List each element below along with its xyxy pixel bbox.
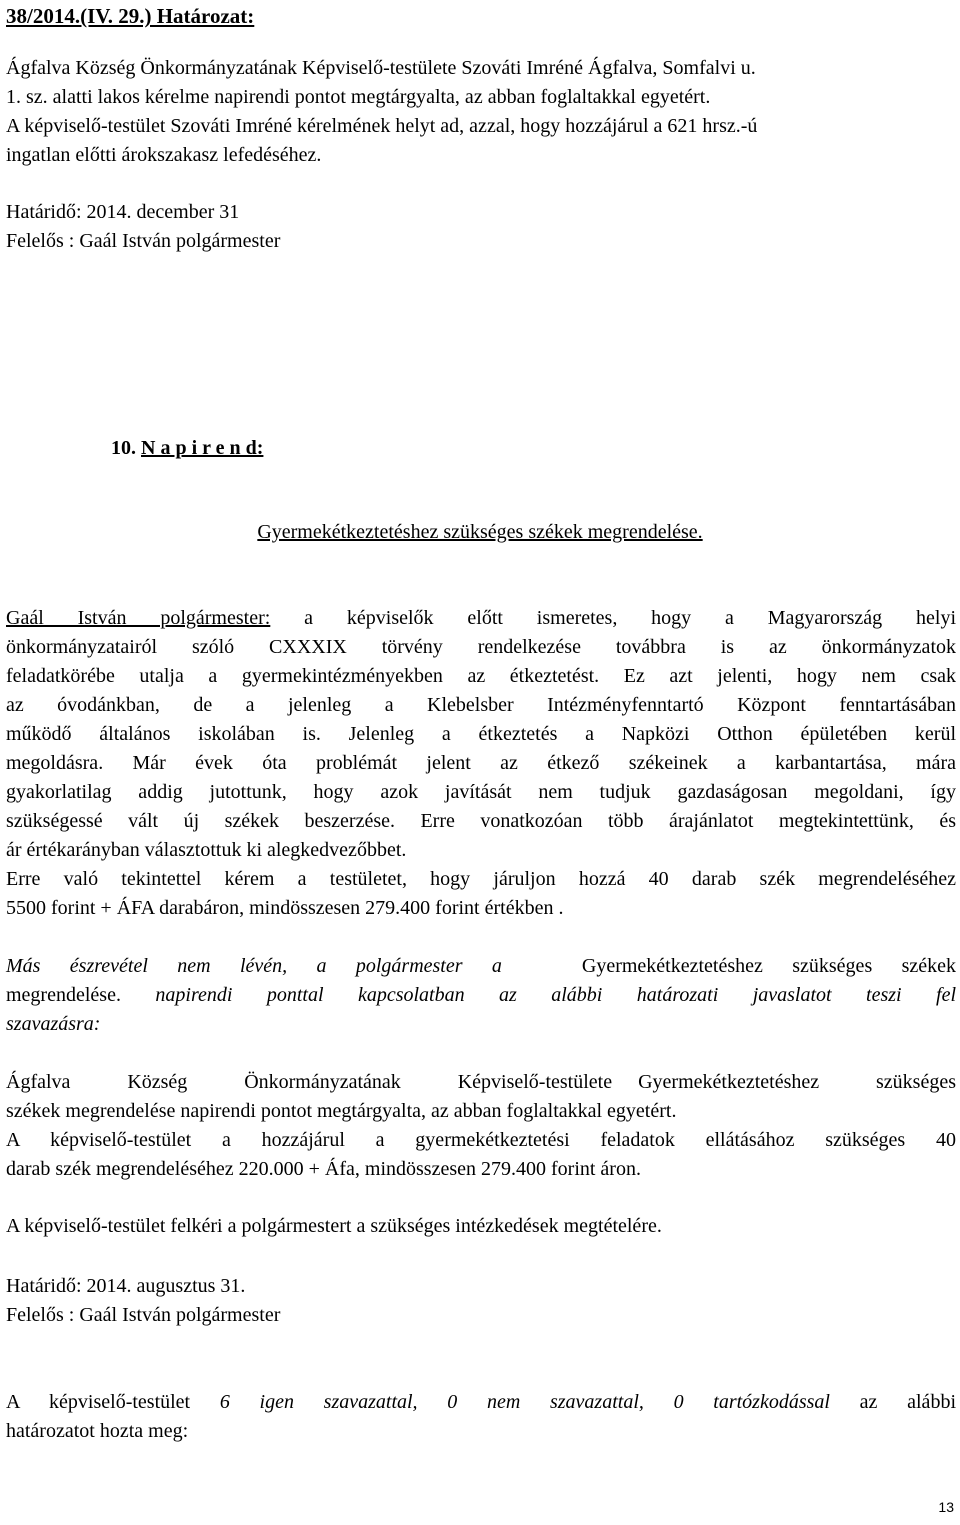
proposal-line xyxy=(6,952,956,981)
speech-first-line xyxy=(6,604,956,633)
resolution-2-request-text: A képviselő-testület felkéri a polgármestert a szükséges intézkedések megtételére. xyxy=(6,1215,662,1237)
proposal-italic: napirendi ponttal kapcsolatban az alábbi határozati javaslatot teszi fel xyxy=(155,984,956,1006)
mayor-speech xyxy=(6,604,956,923)
resolution-1-meta xyxy=(6,198,956,256)
vote-statement xyxy=(6,1388,956,1446)
resolution-2-line: székek megrendelése napirendi pontot megtárgyalta, az abban foglaltakkal egyetért. xyxy=(6,1100,677,1122)
resolution-1-line: 1. sz. alatti lakos kérelme napirendi pontot megtárgyalta, az abban foglaltakkal egyetért. xyxy=(6,86,711,108)
resolution-1-line: Ágfalva Község Önkormányzatának Képviselő-testülete Szováti Imréné Ágfalva, Somfalvi u. xyxy=(6,57,756,79)
deadline: Határidő: 2014. augusztus 31. xyxy=(6,1275,246,1297)
vote-line: határozatot hozta meg: xyxy=(6,1420,189,1442)
proposal-italic: Más észrevétel nem lévén, a polgármester a xyxy=(6,955,502,977)
speech-line: gyakorlatilag addig jutottunk, hogy azok javítását nem tudjuk gazdaságosan megoldani, így xyxy=(6,781,956,803)
agenda-heading xyxy=(111,434,263,463)
agenda-label: N a p i r e n d: xyxy=(141,437,264,459)
proposal-subject: Gyermekétkeztetéshez szükséges székek xyxy=(581,955,956,977)
speaker-name: Gaál István polgármester: xyxy=(6,607,271,629)
resolution-2-meta xyxy=(6,1272,956,1330)
speech-line: ár értékarányban választottuk ki alegkedvezőbbet. xyxy=(6,839,407,861)
vote-result: 6 igen szavazattal, 0 nem szavazattal, 0 tartózkodással xyxy=(219,1391,830,1413)
speech-line: működő általános iskolában is. Jelenleg a étkeztetés a Napközi Otthon épületében kerül xyxy=(6,723,956,745)
resolution-1-body xyxy=(6,54,956,170)
speech-line: szükségessé vált új székek beszerzése. Erre vonatkozóan több árajánlatot megtekintettünk, és xyxy=(6,810,956,832)
resolution-2-request xyxy=(6,1212,956,1241)
speech-request-line: 5500 forint + ÁFA darabáron, mindösszesen 279.400 forint értékben . xyxy=(6,897,564,919)
vote-prefix: A képviselő-testület xyxy=(6,1391,191,1413)
page-number: 13 xyxy=(938,1499,954,1515)
speech-line: az óvodánkban, de a jelenleg a Klebelsber Intézményfenntartó Központ fenntartásában xyxy=(6,694,956,716)
resolution-2-line: darab szék megrendeléséhez 220.000 + Áfa, mindösszesen 279.400 forint áron. xyxy=(6,1158,641,1180)
speech-line: önkormányzatairól szóló CXXXIX törvény rendelkezése továbbra is az önkormányzatok xyxy=(6,636,956,658)
resolution-2-text: Gyermekétkeztetéshez szükséges xyxy=(638,1071,956,1093)
speech-text: a képviselők előtt ismeretes, hogy a Magyarország helyi xyxy=(304,607,957,629)
vote-line xyxy=(6,1388,956,1417)
resolution-1-line: A képviselő-testület Szováti Imréné kérelmének helyt ad, azzal, hogy hozzájárul a 621 hrsz.-ú xyxy=(6,115,758,137)
vote-suffix: az alábbi xyxy=(859,1391,956,1413)
resolution-2-line: A képviselő-testület a hozzájárul a gyermekétkeztetési feladatok ellátásához szükséges 40 xyxy=(6,1129,956,1151)
agenda-subject: Gyermekétkeztetéshez szükséges székek megrendelése. xyxy=(257,521,703,543)
speech-request-line: Erre való tekintettel kérem a testületet, hogy járuljon hozzá 40 darab szék megrendeléséhez xyxy=(6,868,956,890)
resolution-2-line xyxy=(6,1068,956,1097)
resolution-2-body xyxy=(6,1068,956,1184)
resolution-1-line: ingatlan előtti árokszakasz lefedéséhez. xyxy=(6,144,322,166)
speech-line: feladatkörébe utalja a gyermekintézményekben az étkeztetést. Ez azt jelenti, hogy nem csak xyxy=(6,665,956,687)
document-page xyxy=(6,0,956,1525)
deadline: Határidő: 2014. december 31 xyxy=(6,201,240,223)
proposal-line xyxy=(6,981,956,1010)
resolution-heading: 38/2014.(IV. 29.) Határozat: xyxy=(6,4,255,28)
resolution-2-text: Ágfalva Község Önkormányzatának Képviselő-testülete xyxy=(6,1071,613,1093)
agenda-number: 10. xyxy=(111,437,136,459)
responsible: Felelős : Gaál István polgármester xyxy=(6,1304,281,1326)
proposal-subject-end: megrendelése. xyxy=(6,984,121,1006)
speech-line: megoldásra. Már évek óta problémát jelent az étkező székeinek a karbantartása, mára xyxy=(6,752,956,774)
responsible: Felelős : Gaál István polgármester xyxy=(6,230,281,252)
proposal xyxy=(6,952,956,1039)
proposal-line: szavazásra: xyxy=(6,1013,101,1035)
